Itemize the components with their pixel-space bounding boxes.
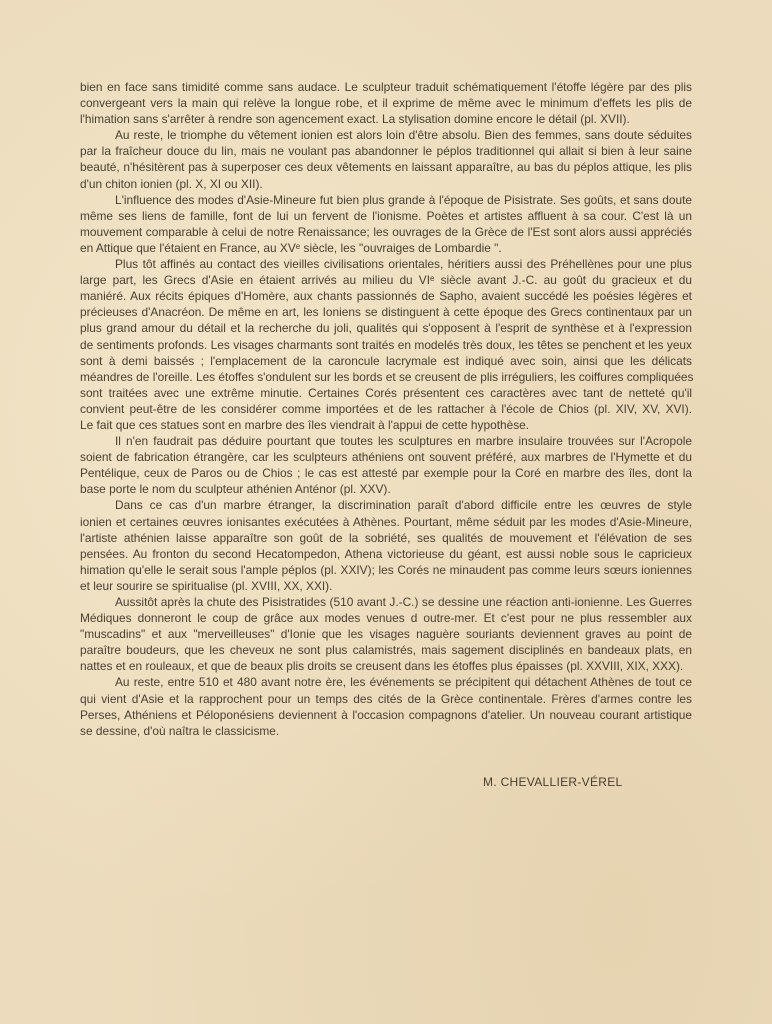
text-line: soient de fabrication étrangère, car les sculpteurs athéniens ont souvent préféré, aux marbres de l'Hymette et du — [80, 450, 692, 465]
paragraph — [80, 192, 692, 256]
text-line: se dessine, d'où naîtra le classicisme. — [80, 723, 280, 738]
text-line: nattes et en rouleaux, et que de beaux plis droits se creusent dans les étoffes plus épaisses (pl. XXVIII, XIX, XXX). — [80, 659, 684, 674]
text-line: Perses, Athéniens et Péloponésiens deviennent à l'occasion compagnons d'atelier. Un nouveau courant artistique — [80, 707, 692, 722]
text-line: l'himation sans s'arrêter à rendre son agencement exact. La stylisation domine encore le détail (pl. XVII). — [80, 112, 630, 127]
article-body — [80, 79, 692, 739]
text-line: par la fraîcheur douce du lin, mais ne voulant pas abandonner le péplos traditionnel qui allait si bien à leur saine — [80, 144, 692, 159]
text-line: Le fait que ces statues sont en marbre des îles viendrait à l'appui de cette hypothèse. — [80, 417, 530, 432]
text-line: sont à demi baissés ; l'emplacement de la caroncule lacrymale est indiqué avec soin, ainsi que les délicats — [80, 353, 692, 368]
paragraph — [80, 256, 692, 433]
text-line: sont traitées avec une extrême minutie. Certaines Corés présentent ces caractères avec tant de netteté qu'il — [80, 385, 692, 400]
text-line: même ses liens de famille, font de lui un fervent de l'ionisme. Poètes et artistes affluent à sa cour. C'est là un — [80, 208, 692, 223]
text-line: L'influence des modes d'Asie-Mineure fut bien plus grande à l'époque de Pisistrate. Ses goûts, et sans doute — [115, 192, 692, 207]
text-line: qui vient d'Asie et la rapprochent pour un temps des cités de la Grèce continentale. Frères d'armes contre les — [80, 691, 692, 706]
text-line: plus grand amour du détail et la recherche du joli, qualités qui s'opposent à l'esprit de synthèse et à l'expression — [80, 321, 692, 336]
text-line: himation qu'elle le serait sous l'ample péplos (pl. XXIV); les Corés ne minaudent pas comme leurs sœurs ioniennes — [80, 562, 692, 577]
text-line: Pentélique, ceux de Paros ou de Chios ; le cas est attesté par exemple pour la Coré en marbre des îles, dont la — [80, 466, 692, 481]
text-line: large part, les Grecs d'Asie en étaient arrivés au milieu du VIᵉ siècle avant J.-C. au goût du gracieux et du — [80, 273, 692, 288]
paragraph — [80, 674, 692, 738]
text-line: l'artiste athénien laisse apparaître son goût de la sobriété, ses qualités de mouvement et l'élévation de ses — [80, 530, 692, 545]
text-line: paraître boudeurs, que les cheveux ne sont plus calamistrés, mais sagement disciplinés en bandeaux plats, en — [80, 643, 692, 658]
text-line: convient peut-être de les considérer comme importées et de les rattacher à l'école de Chios (pl. XIV, XV, XVI). — [80, 401, 692, 416]
text-line: beauté, n'hésitèrent pas à superposer ces deux vêtements en laissant apparaître, au bas du péplos attique, les plis — [80, 160, 692, 175]
paragraph — [80, 127, 692, 191]
text-line: Au reste, entre 510 et 480 avant notre ère, les événements se précipitent qui détachent Athènes de tout ce — [115, 675, 692, 690]
text-line: mouvement comparable à celui de notre Renaissance; les ouvrages de la Grèce de l'Est sont alors aussi appréciés — [80, 224, 692, 239]
text-line: base porte le nom du sculpteur athénien Anténor (pl. XXV). — [80, 482, 391, 497]
paragraph — [80, 497, 692, 594]
text-line: bien en face sans timidité comme sans audace. Le sculpteur traduit schématiquement l'étoffe légère par des plis — [80, 80, 692, 94]
text-line: pensées. Au fronton du second Hecatompedon, Athena victorieuse du géant, est aussi noble sous le capricieux — [80, 546, 692, 561]
text-line: Aussitôt après la chute des Pisistratides (510 avant J.-C.) se dessine une réaction anti-ionienne. Les Guerres — [115, 595, 692, 609]
paragraph — [80, 433, 692, 497]
text-line: précieuses d'Anacréon. De même en art, les Ioniens se distinguent à cette époque des Grecs continentaux par un — [80, 305, 692, 320]
text-line: Plus tôt affinés au contact des vieilles civilisations orientales, héritiers aussi des Préhellènes pour une plus — [115, 257, 692, 272]
paragraph — [80, 594, 692, 674]
text-line: Il n'en faudrait pas déduire pourtant que toutes les sculptures en marbre insulaire trouvées sur l'Acropole — [115, 434, 692, 449]
text-line: méandres de l'oreille. Les étoffes s'ondulent sur les bords et se creusent de plis irréguliers, les coiffures compliquées — [80, 369, 694, 384]
text-line: en Attique que l'étaient en France, au XVᵉ siècle, les "ouvraiges de Lombardie ". — [80, 240, 502, 255]
text-line: et leur sourire se spiritualise (pl. XVIII, XX, XXI). — [80, 578, 333, 593]
text-line: Médiques donneront le coup de grâce aux modes venues d outre-mer. Et c'est pour ne plus ressembler aux — [80, 611, 692, 626]
text-line: maniéré. Aux récits épiques d'Homère, aux chants passionnés de Sapho, avaient succédé les poésies légères et — [80, 289, 692, 304]
author-signature: M. CHEVALLIER-VÉREL — [483, 775, 623, 789]
text-line: Dans ce cas d'un marbre étranger, la discrimination paraît d'abord difficile entre les œuvres de style — [115, 498, 692, 513]
text-line: d'un chiton ionien (pl. X, XI ou XII). — [80, 176, 263, 191]
text-line: ionien et certaines œuvres ionisantes exécutées à Athènes. Pourtant, même séduit par les modes d'Asie-Mineure, — [80, 514, 692, 529]
text-line: convergeant vers la main qui relève la longue robe, et il exprime de même avec le minimum d'effets les plis de — [80, 96, 692, 111]
paragraph — [80, 79, 692, 127]
text-line: Au reste, le triomphe du vêtement ionien est alors loin d'être absolu. Bien des femmes, sans doute séduites — [115, 128, 692, 143]
text-line: de sentiments profonds. Les visages charmants sont traités en modelés très doux, les têtes se penchent et les yeux — [80, 337, 692, 352]
text-line: "muscadins" et aux "merveilleuses" d'Ionie que les visages naguère souriants deviennent graves au point de — [80, 627, 692, 642]
